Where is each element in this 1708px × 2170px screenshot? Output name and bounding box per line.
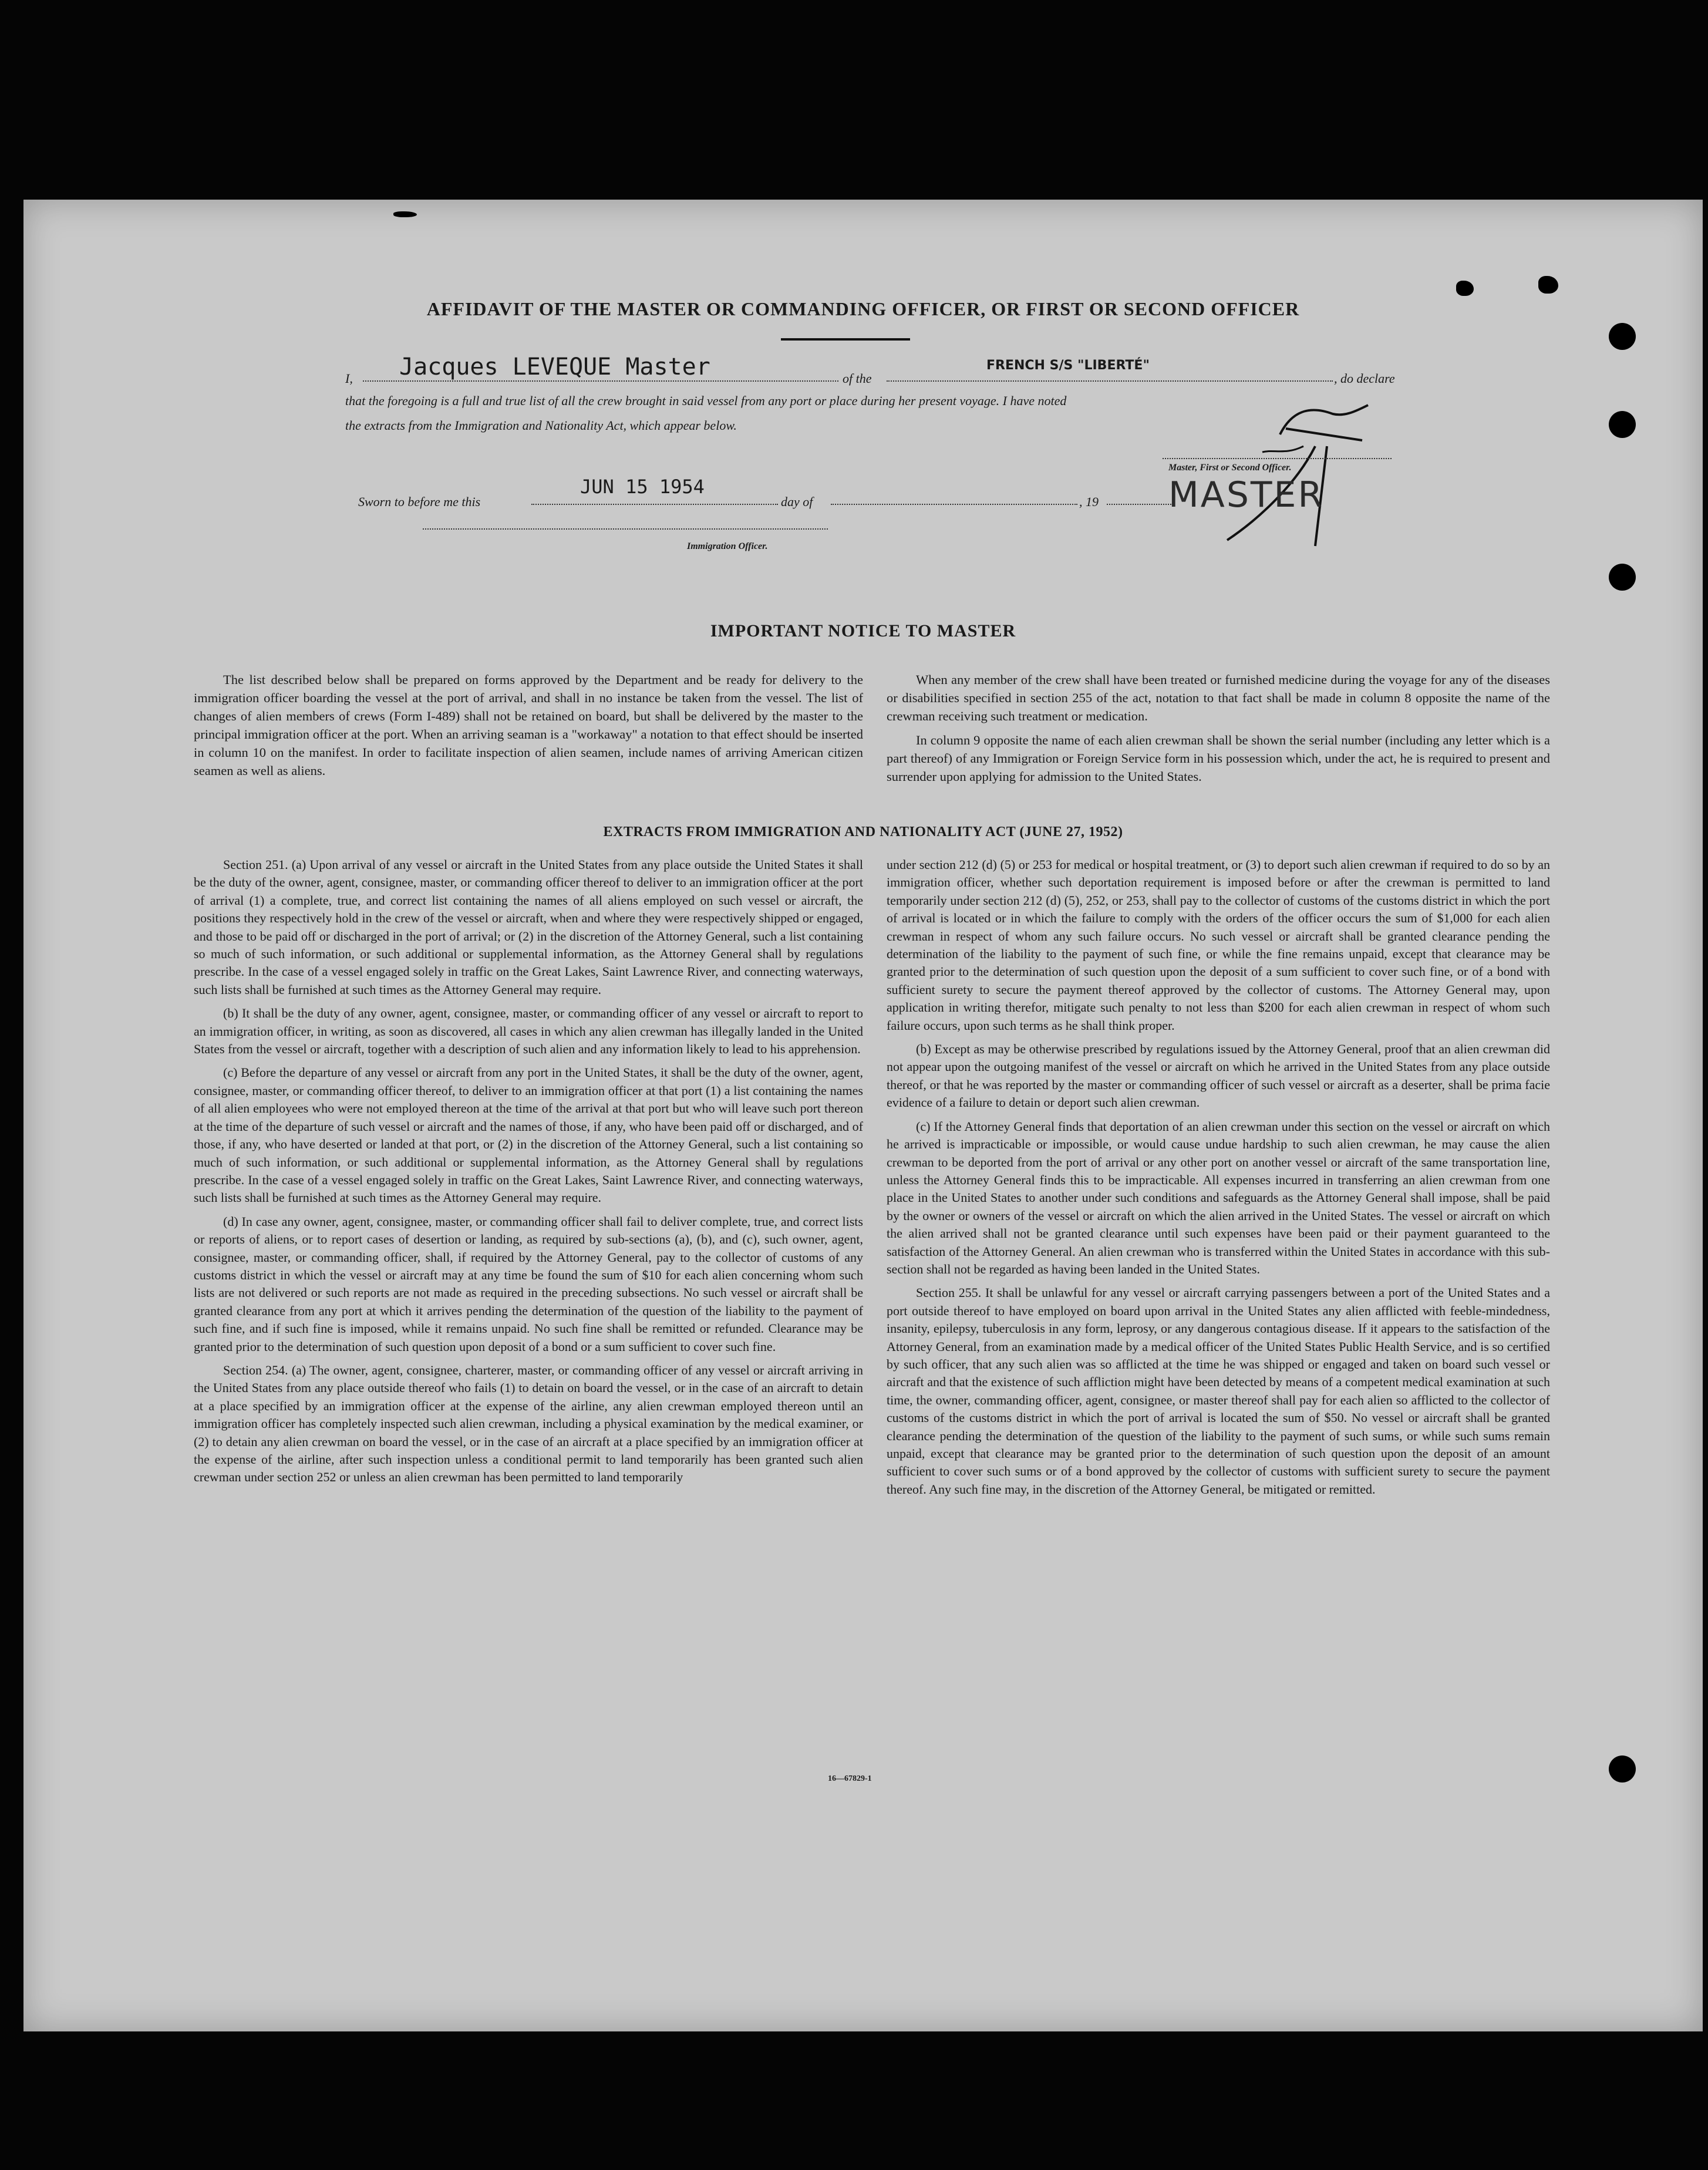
immigration-officer-caption: Immigration Officer. <box>687 541 768 551</box>
notice-paragraph: In column 9 opposite the name of each alien crewman shall be shown the serial number (including any letter which is a part thereof) of any Immigration or Foreign Service form in his possession which, under the act, he is required to present and surrender upon applying for admission to the United States. <box>887 733 1550 784</box>
notice-right-column <box>887 670 1550 791</box>
sworn-month-field <box>831 481 1077 505</box>
extract-paragraph: (b) Except as may be otherwise prescribed by regulations issued by the Attorney General, proof that an alien crewman did not appear upon the outgoing manifest of the vessel or aircraft on which he arrived in the United States from any place outside thereof, or that he was reported by the master or commanding officer of such vessel or aircraft as a deserter, shall be prima facie evidence of a failure to detain or deport such alien crewman. <box>887 1042 1550 1110</box>
signature-line <box>1163 458 1392 459</box>
notice-left-column <box>194 670 863 786</box>
sworn-date-stamp: JUN 15 1954 <box>580 476 705 498</box>
notice-paragraph: The list described below shall be prepared on forms approved by the Department and be ready for delivery to the immigration officer boarding the vessel at the port of arrival, and shall in no instance be taken from the vessel. The list of changes of alien members of crews (Form I-489) shall not be retained on board, but shall be delivered by the master to the principal immigration officer at the port. When an arriving seaman is a "workaway" a notation to that effect should be inserted in column 10 on the manifest. In order to facilitate inspection of alien seamen, include names of arriving American citizen seamen as well as aliens. <box>194 672 863 778</box>
declaration-prefix: I, <box>345 371 353 386</box>
extracts-right-column <box>887 856 1550 1504</box>
extract-paragraph: under section 212 (d) (5) or 253 for medical or hospital treatment, or (3) to deport such alien crewman if required to do so by an immigration officer, whether such deportation requirement is imposed before or after the crewman is permitted to land temporarily under section 212 (d) (5), 252, or 253, shall pay to the collector of customs of the customs district in which the port of arrival is located or in which the failure to comply with the orders of the officer occurs the sum of $1,000 for each alien crewman in respect of whom any such failure occurs. No such vessel or aircraft shall be granted clearance pending the determination of the liability to the payment of such fine, or while the fine remains unpaid, except that clearance may be granted prior to the determination of such question upon the deposit of a sum sufficient to cover such fine, or of a bond with sufficient surety to secure the payment thereof approved by the collector of customs. The Attorney General may, upon application in writing therefor, mitigate such penalty to not less than $200 for each alien crewman in respect of whom such failure occurs, upon such terms as he shall think proper. <box>887 857 1550 1033</box>
punch-hole-1 <box>1609 323 1636 350</box>
ink-blot <box>1456 281 1474 296</box>
extracts-left-column <box>194 856 863 1492</box>
declaration-line-3: the extracts from the Immigration and Nationality Act, which appear below. <box>345 418 737 433</box>
sworn-year-field <box>1107 481 1171 505</box>
declarant-name: Jacques LEVEQUE Master <box>399 353 710 380</box>
affidavit-title: AFFIDAVIT OF THE MASTER OR COMMANDING OFFICER, OR FIRST OR SECOND OFFICER <box>426 298 1300 319</box>
ink-blot <box>1538 276 1558 294</box>
master-stamp: MASTER <box>1168 474 1325 515</box>
punch-hole-3 <box>1609 564 1636 591</box>
year-label: , 19 <box>1079 494 1099 509</box>
do-declare-label: , do declare <box>1334 371 1395 386</box>
extract-paragraph: (c) Before the departure of any vessel or aircraft from any port in the United States, it shall be the duty of the owner, agent, consignee, master, or commanding officer thereof, to deliver to an immigration officer at that port (1) a list containing the names of all alien employees who were not employed thereon at the time of the arrival at that port but who will leave such port thereon at the time of the departure of such vessel or aircraft and the names of those, if any, who have been paid off or discharged, and of those, if any, who have deserted or landed at that port, or (2) in the discretion of the Attorney General, such a list containing so much of such information, or such additional or supplemental information, as the Attorney General shall by regulations prescribe. In the case of a vessel engaged solely in traffic on the Great Lakes, Saint Lawrence River, and connecting waterways, such lists shall be furnished at such times as the Attorney General may require. <box>194 1065 863 1205</box>
extract-paragraph: (d) In case any owner, agent, consignee, master, or commanding officer shall fail to deliver complete, true, and correct lists or reports of aliens, or to report cases of desertion or landing, as required by sub-sections (a), (b), and (c), such owner, agent, consignee, master, or commanding officer, shall, if required by the Attorney General, pay to the collector of customs of any customs district in which the vessel or aircraft may at any time be found the sum of $10 for each alien concerning whom such lists are not delivered or such reports are not made as required in the preceding subsections. No such vessel or aircraft shall be granted clearance from any port at which it arrives pending the determination of the question of the liability to the payment of such fine, and if such fine is imposed, while it remains unpaid. No such fine shall be remitted or refunded. Clearance may be granted prior to the determination of such question upon deposit of a bond or a sum sufficient to cover such fine. <box>194 1214 863 1354</box>
ink-blot <box>393 211 417 217</box>
extracts-title: EXTRACTS FROM IMMIGRATION AND NATIONALITY ACT (JUNE 27, 1952) <box>603 824 1123 840</box>
form-code: 16—67829-1 <box>828 1774 872 1783</box>
sworn-label: Sworn to before me this <box>358 494 481 509</box>
notice-paragraph: When any member of the crew shall have been treated or furnished medicine during the voyage for any of the diseases or disabilities specified in section 255 of the act, notation to that fact shall be made in column 8 opposite the name of the crewman receiving such treatment or medication. <box>887 672 1550 723</box>
extract-paragraph: (b) It shall be the duty of any owner, agent, consignee, master, or commanding officer of any vessel or aircraft to report to an immigration officer, in writing, as soon as discovered, all cases in which any alien crewman has illegally landed in the United States from the vessel or aircraft, together with a description of such alien and any information likely to lead to his apprehension. <box>194 1006 863 1057</box>
declaration-line-2: that the foregoing is a full and true list of all the crew brought in said vessel from any port or place during her present voyage. I have noted <box>345 393 1067 408</box>
notice-title: IMPORTANT NOTICE TO MASTER <box>710 621 1016 641</box>
day-of-label: day of <box>781 494 813 509</box>
punch-hole-2 <box>1609 411 1636 438</box>
document-page <box>23 200 1703 2031</box>
extract-paragraph: (c) If the Attorney General finds that deportation of an alien crewman under this section on the vessel or aircraft on which he arrived is impracticable or impossible, or would cause undue hardship to such alien crewman, he may cause the alien crewman to be deported from the port of arrival or any other port on another vessel or aircraft of the same transportation line, unless the Attorney General finds this to be impracticable. All expenses incurred in transferring an alien crewman from one place in the United States to another under such conditions and safeguards as the Attorney General shall impose, shall be paid by the owner or owners of the vessel or aircraft on which the alien arrived in the United States. The vessel or aircraft on which the alien arrived shall not be granted clearance until such expenses have been paid or their payment guaranteed to the satisfaction of the Attorney General. An alien crewman who is transferred within the United States in accordance with this sub-section shall not be regarded as having been landed in the United States. <box>887 1118 1550 1276</box>
extract-paragraph: Section 255. It shall be unlawful for any vessel or aircraft carrying passengers between a port of the United States and a port outside thereof to have employed on board upon arrival in the United States any alien afflicted with feeble-mindedness, insanity, epilepsy, tuberculosis in any form, leprosy, or any dangerous contagious disease. If it appears to the satisfaction of the Attorney General, from an examination made by a medical officer of the United States Public Health Service, and is so certified by such officer, that any such alien was so afflicted at the time he was shipped or engaged and taken on board such vessel or aircraft and that the existence of such affliction might have been detected by means of a competent medical examination at such time, the owner, commanding officer, agent, consignee, or master thereof shall pay for each alien so afflicted to the collector of customs of the customs district in which the port of arrival is located the sum of $50. No vessel or aircraft shall be granted clearance pending the determination of the question of the liability to the payment of such sums, or while such sums remain unpaid, except that clearance may be granted prior to the determination of such question upon the deposit of an amount sufficient to cover such sums or of a bond approved by the collector of customs with sufficient surety to secure the payment thereof. Any such fine may, in the discretion of the Attorney General, be mitigated or remitted. <box>887 1285 1550 1497</box>
extract-paragraph: Section 251. (a) Upon arrival of any vessel or aircraft in the United States from any place outside the United States it shall be the duty of the owner, agent, consignee, master, or commanding officer thereof to deliver to an immigration officer at the port of arrival (1) a complete, true, and correct list containing the names of all aliens employed on such vessel or aircraft, the positions they respectively hold in the crew of the vessel or aircraft, when and where they were respectively shipped or engaged, and those to be paid off or discharged in the port of arrival; or (2) in the discretion of the Attorney General, such a list containing so much of such information, or such additional or supplemental information, as the Attorney General shall by regulations prescribe. In the case of a vessel engaged solely in traffic on the Great Lakes, Saint Lawrence River, and connecting waterways, such lists shall be furnished at such times as the Attorney General may require. <box>194 857 863 997</box>
punch-hole-4 <box>1609 1755 1636 1782</box>
signature-caption: Master, First or Second Officer. <box>1168 463 1292 473</box>
extract-paragraph: Section 254. (a) The owner, agent, consignee, charterer, master, or commanding officer of any vessel or aircraft arriving in the United States from any place outside thereof who fails (1) to detain on board the vessel, or in the case of an aircraft to detain at a place specified by an immigration officer at the expense of the airline, any alien crewman employed thereon until an immigration officer has completely inspected such alien crewman, including a physical examination by the medical examiner, or (2) to detain any alien crewman on board the vessel, or in the case of an aircraft at a place specified by an immigration officer at the expense of the airline, after such inspection unless a conditional permit to land temporarily has been granted such alien crewman under section 252 or unless an alien crewman has been permitted to land temporarily <box>194 1362 863 1485</box>
title-divider <box>781 338 910 341</box>
officer-signature-line <box>423 528 828 530</box>
vessel-name: FRENCH S/S "LIBERTÉ" <box>986 358 1150 373</box>
of-the-label: of the <box>843 371 872 386</box>
